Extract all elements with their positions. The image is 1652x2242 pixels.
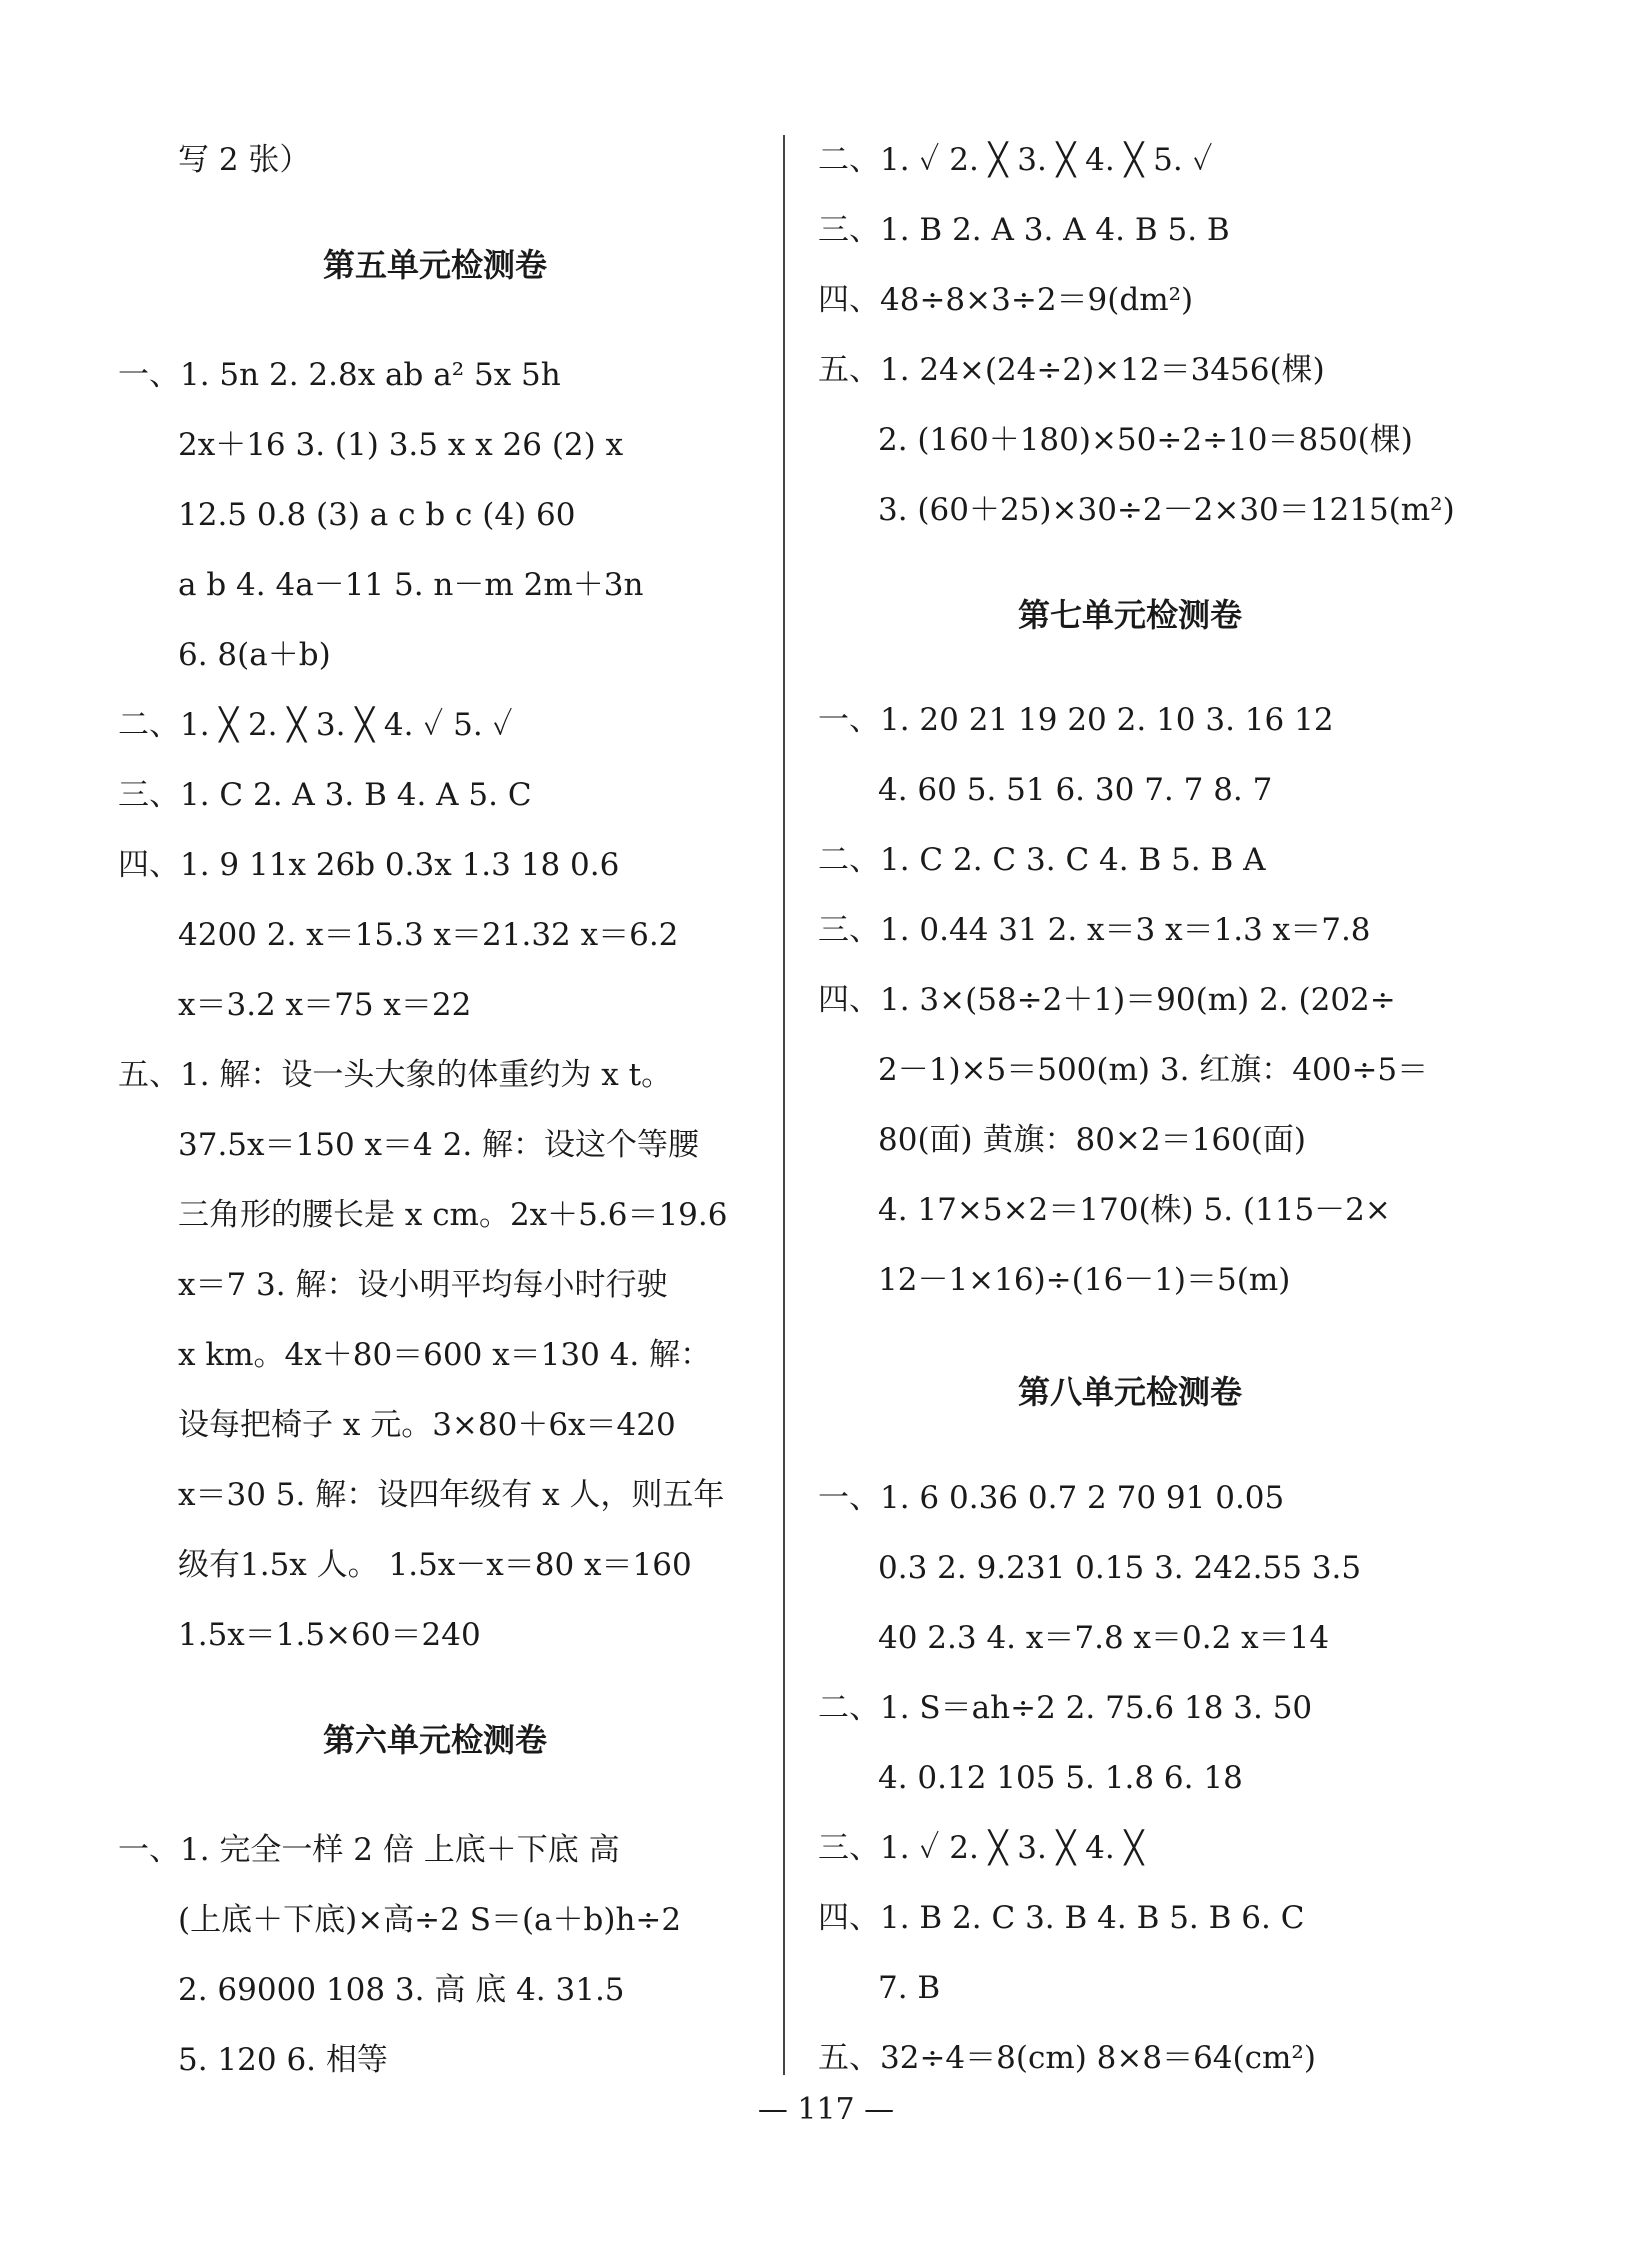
- text-line: 5. 120 6. 相等: [178, 2042, 388, 2078]
- text-line: 一、1. 20 21 19 20 2. 10 3. 16 12: [818, 702, 1334, 738]
- text-line: 三、1. B 2. A 3. A 4. B 5. B: [818, 212, 1230, 248]
- text-line: 二、1. S＝ah÷2 2. 75.6 18 3. 50: [818, 1690, 1313, 1726]
- text-line: 三、1. ✓ 2. ╳ 3. ╳ 4. ╳: [818, 1830, 1144, 1866]
- column-divider: [783, 135, 785, 2075]
- text-line: 3. (60＋25)×30÷2－2×30＝1215(m²): [878, 492, 1455, 528]
- page-number: — 117 —: [757, 2092, 895, 2127]
- text-line: 写 2 张）: [178, 142, 311, 178]
- text-line: 0.3 2. 9.231 0.15 3. 242.55 3.5: [878, 1550, 1362, 1586]
- text-line: x km。4x＋80＝600 x＝130 4. 解：: [178, 1337, 712, 1373]
- text-line: 37.5x＝150 x＝4 2. 解：设这个等腰: [178, 1127, 700, 1163]
- text-line: 四、1. 3×(58÷2＋1)＝90(m) 2. (202÷: [818, 982, 1396, 1018]
- text-line: a b 4. 4a－11 5. n－m 2m＋3n: [178, 567, 644, 603]
- section-heading-unit7: 第七单元检测卷: [1018, 596, 1243, 634]
- text-line: x＝7 3. 解：设小明平均每小时行驶: [178, 1267, 668, 1303]
- text-line: 五、1. 24×(24÷2)×12＝3456(棵): [818, 352, 1325, 388]
- text-line: 三角形的腰长是 x cm。2x＋5.6＝19.6: [178, 1197, 728, 1233]
- text-line: 级有1.5x 人。 1.5x－x＝80 x＝160: [178, 1547, 692, 1583]
- text-line: 四、1. B 2. C 3. B 4. B 5. B 6. C: [818, 1900, 1305, 1936]
- text-line: 80(面) 黄旗：80×2＝160(面): [878, 1122, 1306, 1158]
- text-line: 1.5x＝1.5×60＝240: [178, 1617, 481, 1653]
- text-line: x＝30 5. 解：设四年级有 x 人，则五年: [178, 1477, 725, 1513]
- text-line: 五、32÷4＝8(cm) 8×8＝64(cm²): [818, 2040, 1316, 2076]
- text-line: 40 2.3 4. x＝7.8 x＝0.2 x＝14: [878, 1620, 1330, 1656]
- text-line: 7. B: [878, 1970, 941, 2006]
- text-line: 一、1. 完全一样 2 倍 上底＋下底 高: [118, 1832, 620, 1868]
- text-line: 设每把椅子 x 元。3×80＋6x＝420: [178, 1407, 676, 1443]
- section-heading-unit5: 第五单元检测卷: [323, 246, 548, 284]
- text-line: 6. 8(a＋b): [178, 637, 331, 673]
- text-line: 2x＋16 3. (1) 3.5 x x 26 (2) x: [178, 427, 624, 463]
- text-line: 三、1. C 2. A 3. B 4. A 5. C: [118, 777, 532, 813]
- text-line: 四、48÷8×3÷2＝9(dm²): [818, 282, 1194, 318]
- section-heading-unit8: 第八单元检测卷: [1018, 1373, 1243, 1411]
- text-line: 2－1)×5＝500(m) 3. 红旗：400÷5＝: [878, 1052, 1429, 1088]
- text-line: 12.5 0.8 (3) a c b c (4) 60: [178, 497, 576, 533]
- text-line: 2. 69000 108 3. 高 底 4. 31.5: [178, 1972, 625, 2008]
- text-line: 三、1. 0.44 31 2. x＝3 x＝1.3 x＝7.8: [818, 912, 1371, 948]
- text-line: 一、1. 5n 2. 2.8x ab a² 5x 5h: [118, 357, 561, 393]
- text-line: 4. 0.12 105 5. 1.8 6. 18: [878, 1760, 1243, 1796]
- text-line: (上底＋下底)×高÷2 S＝(a＋b)h÷2: [178, 1902, 682, 1938]
- text-line: 四、1. 9 11x 26b 0.3x 1.3 18 0.6: [118, 847, 620, 883]
- text-line: 二、1. C 2. C 3. C 4. B 5. B A: [818, 842, 1266, 878]
- text-line: 2. (160＋180)×50÷2÷10＝850(棵): [878, 422, 1413, 458]
- section-heading-unit6: 第六单元检测卷: [323, 1721, 548, 1759]
- text-line: 4200 2. x＝15.3 x＝21.32 x＝6.2: [178, 917, 679, 953]
- text-line: 一、1. 6 0.36 0.7 2 70 91 0.05: [818, 1480, 1285, 1516]
- text-line: 二、1. ✓ 2. ╳ 3. ╳ 4. ╳ 5. ✓: [818, 142, 1213, 178]
- text-line: 五、1. 解：设一头大象的体重约为 x t。: [118, 1057, 673, 1093]
- text-line: 4. 17×5×2＝170(株) 5. (115－2×: [878, 1192, 1391, 1228]
- text-line: x＝3.2 x＝75 x＝22: [178, 987, 472, 1023]
- text-line: 二、1. ╳ 2. ╳ 3. ╳ 4. ✓ 5. ✓: [118, 707, 513, 743]
- text-line: 12－1×16)÷(16－1)＝5(m): [878, 1262, 1291, 1298]
- text-line: 4. 60 5. 51 6. 30 7. 7 8. 7: [878, 772, 1273, 808]
